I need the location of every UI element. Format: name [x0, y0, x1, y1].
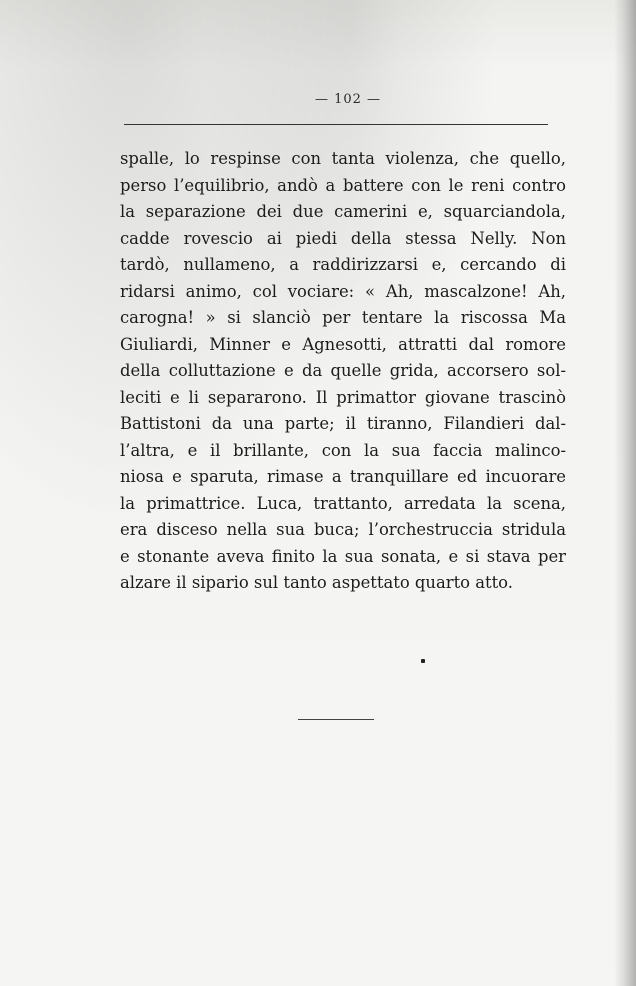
text-line: perso l’equilibrio, andò a battere con le reni contro [120, 175, 566, 195]
text-line: alzare il sipario sul tanto aspettato quarto atto. [120, 573, 513, 592]
text-line: carogna! » si slanciò per tentare la riscossa Ma [120, 308, 566, 327]
text-line: leciti e li separarono. Il primattor giovane trascinò [120, 387, 566, 407]
text-line: la separazione dei due camerini e, squarciandola, [120, 202, 566, 221]
text-line: la primattrice. Luca, trattanto, arredata la scena, [120, 493, 566, 513]
text-line: era disceso nella sua buca; l’orchestruccia stridula [120, 520, 566, 539]
text-line: l’altra, e il brillante, con la sua faccia malinco- [120, 440, 566, 460]
text-line: ridarsi animo, col vociare: « Ah, mascalzone! Ah, [120, 281, 566, 301]
text-line: cadde rovescio ai piedi della stessa Nelly. Non [120, 228, 566, 248]
body-text [120, 146, 566, 597]
ink-speck [421, 659, 425, 663]
header-rule [124, 124, 548, 125]
end-rule [298, 719, 374, 720]
text-line: Battistoni da una parte; il tiranno, Filandieri dal- [120, 414, 566, 433]
text-line: tardò, nullameno, a raddirizzarsi e, cercando di [120, 255, 566, 274]
text-line: spalle, lo respinse con tanta violenza, che quello, [120, 149, 566, 168]
text-line: Giuliardi, Minner e Agnesotti, attratti dal romore [120, 334, 566, 354]
page-number: — 102 — [314, 92, 382, 107]
text-line: niosa e sparuta, rimase a tranquillare ed incuorare [120, 467, 566, 486]
text-line: e stonante aveva finito la sua sonata, e si stava per [120, 546, 566, 566]
page-edge-shadow [614, 0, 636, 986]
text-line: della colluttazione e da quelle grida, accorsero sol- [120, 361, 566, 380]
